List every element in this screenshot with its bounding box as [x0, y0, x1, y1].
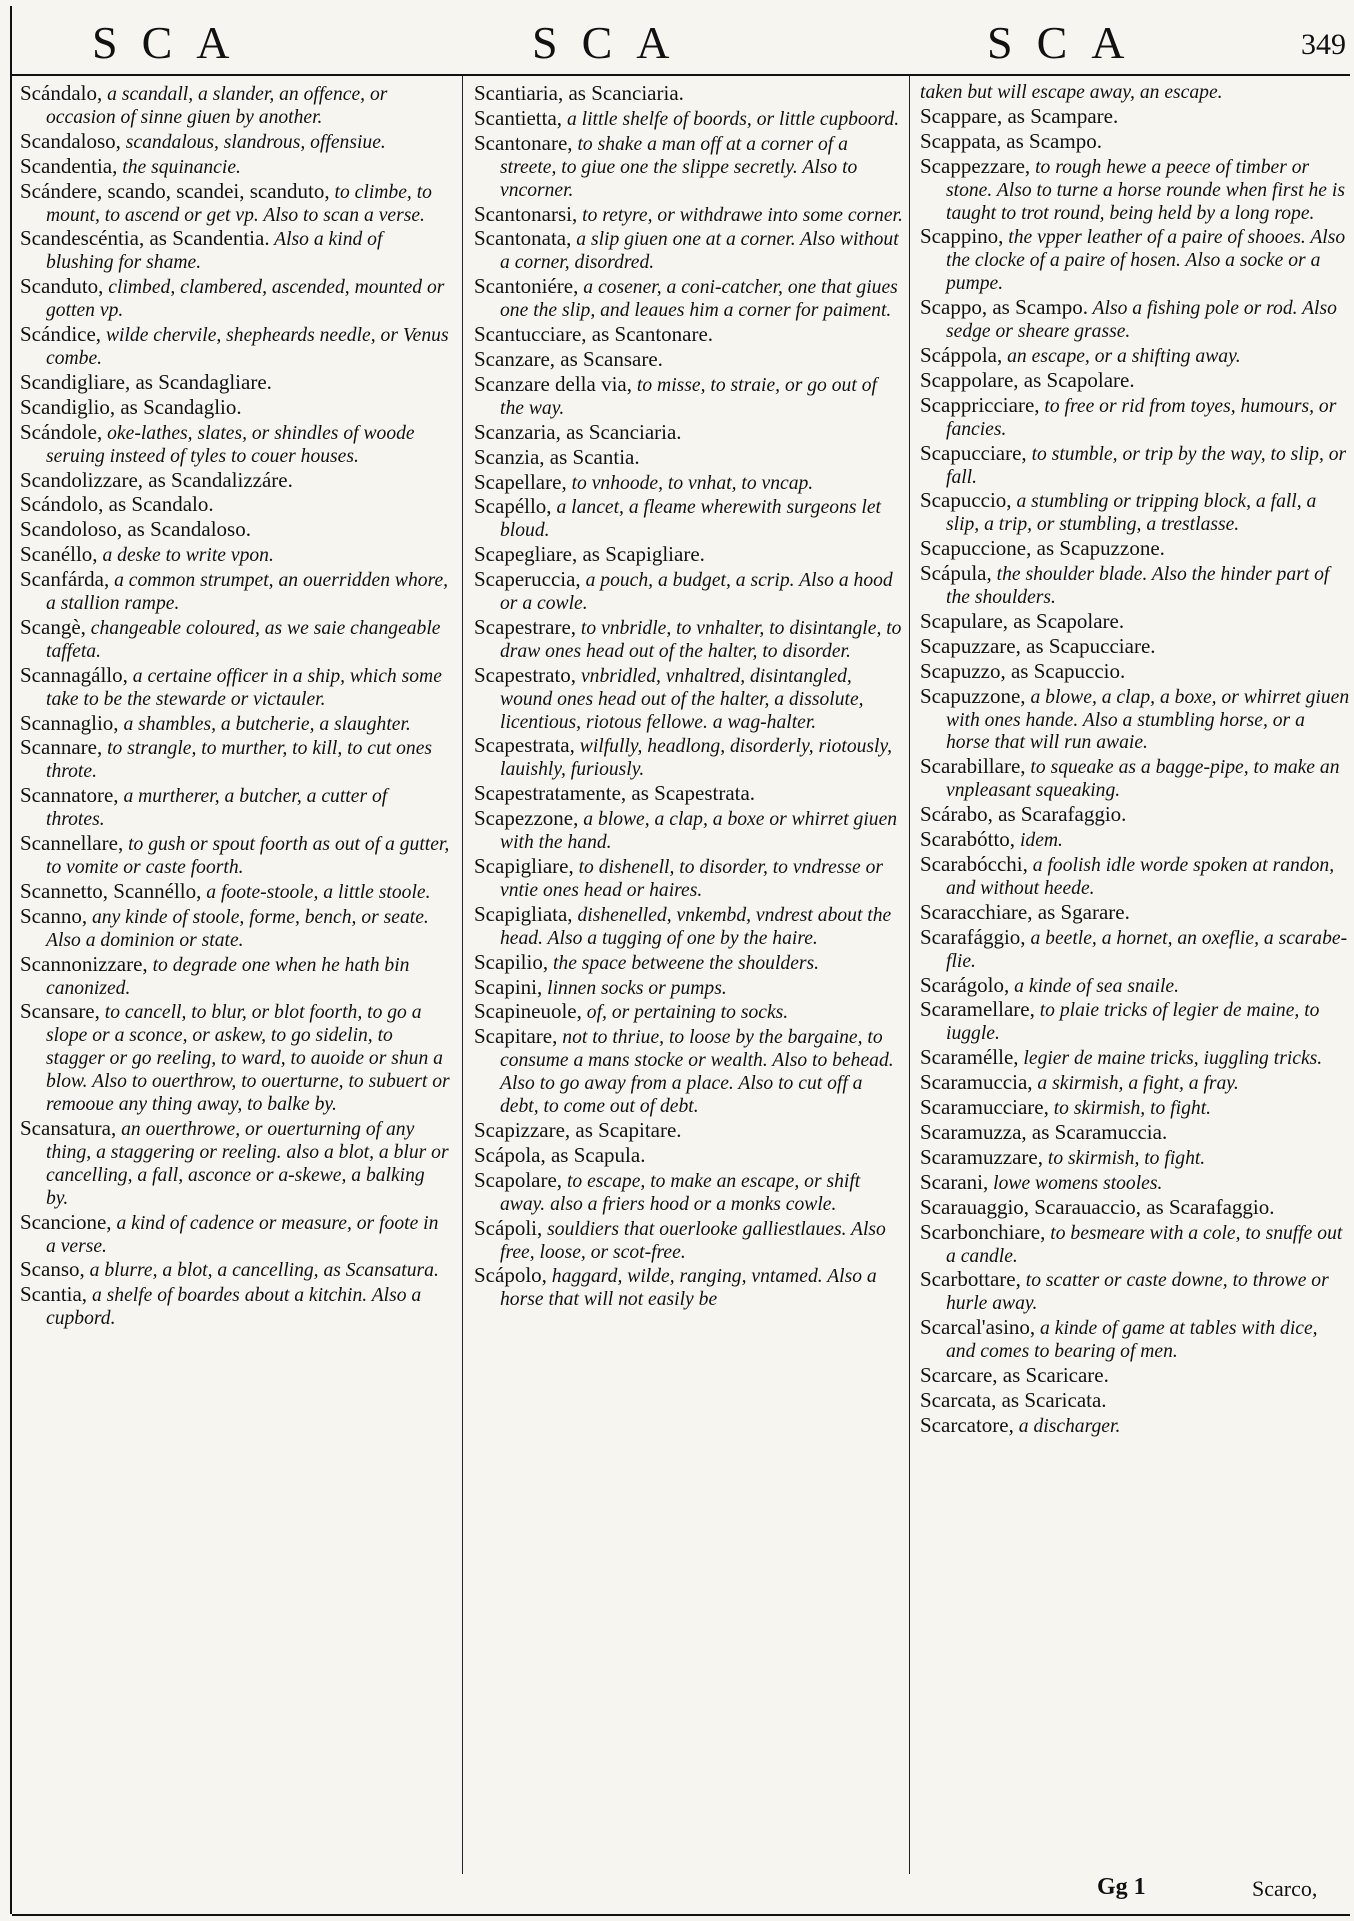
dictionary-entry	[20, 880, 450, 905]
dictionary-entry	[920, 974, 1350, 999]
definition: to retyre, or withdrawe into some corner.	[577, 204, 903, 226]
dictionary-entry	[20, 616, 450, 664]
dictionary-entry	[20, 1117, 450, 1211]
headword: Scanzaria, as Scanciaria.	[474, 419, 682, 444]
dictionary-entry	[920, 1071, 1350, 1096]
dictionary-entry	[920, 442, 1350, 490]
headword: Scanso,	[20, 1257, 85, 1282]
definition: to escape, to make an escape, or shift away. also a friers hood or a monks cowle.	[500, 1170, 861, 1215]
headword: Scantucciare, as Scantonare.	[474, 322, 714, 347]
headword: Scappezzare,	[920, 153, 1031, 178]
headword: Scapestrato,	[474, 662, 577, 687]
definition: the space betweene the shoulders.	[548, 952, 820, 974]
dictionary-entry	[474, 1264, 904, 1312]
headword: Scándolo, as Scandalo.	[20, 492, 214, 517]
dictionary-entry	[474, 734, 904, 782]
headword: Scappo, as Scampo.	[920, 295, 1088, 320]
definition: to gush or spout foorth as out of a gutter, to vomite or caste foorth.	[46, 834, 450, 878]
dictionary-entry	[474, 471, 904, 496]
dictionary-entry	[920, 998, 1350, 1046]
dictionary-entry	[920, 489, 1350, 537]
headword: Scapuccio,	[920, 488, 1012, 513]
definition: a skirmish, a fight, a fray.	[1032, 1073, 1239, 1095]
headword: Scantia,	[20, 1282, 88, 1307]
page-footer	[12, 1874, 1350, 1916]
dictionary-entry	[474, 616, 904, 664]
dictionary-entry	[474, 1025, 904, 1119]
headword: Scapolare,	[474, 1167, 563, 1192]
headword: Scarabillare,	[920, 754, 1026, 779]
definition: to plaie tricks of legier de maine, to iuggle.	[946, 1000, 1320, 1045]
headword: Scansatura,	[20, 1115, 117, 1140]
headword: Scápoli,	[474, 1215, 543, 1240]
headword: Scapineuole,	[474, 999, 582, 1024]
headword: Scanno,	[20, 903, 88, 928]
definition: a murtherer, a butcher, a cutter of throtes.	[46, 786, 388, 831]
definition: changeable coloured, as we saie changeable taffeta.	[46, 617, 441, 662]
dictionary-entry	[20, 396, 450, 421]
definition: of, or pertaining to socks.	[581, 1002, 789, 1024]
headword: Scarcal'asino,	[920, 1315, 1036, 1340]
headword: Scápula,	[920, 561, 992, 586]
definition: the vpper leather of a paire of shooes. Also the clocke of a paire of hosen. Also a socke or a pumpe.	[946, 227, 1346, 295]
dictionary-page	[10, 6, 1350, 1914]
headword: Scapezzone,	[474, 806, 579, 831]
definition: to skirmish, to fight.	[1048, 1098, 1212, 1120]
definition: to vnhoode, to vnhat, to vncap.	[566, 472, 814, 494]
headword: Scaramélle,	[920, 1045, 1019, 1070]
definition: dishenelled, vnkembd, vndrest about the head. Also a tugging of one by the haire.	[500, 904, 892, 949]
dictionary-entry	[920, 1221, 1350, 1269]
headword: Scáppola,	[920, 342, 1003, 367]
dictionary-entry	[474, 903, 904, 951]
definition: legier de maine tricks, iuggling tricks.	[1018, 1048, 1323, 1070]
dictionary-entry	[920, 803, 1350, 828]
dictionary-entry	[20, 568, 450, 616]
dictionary-entry	[474, 203, 904, 228]
dictionary-entry	[474, 1119, 904, 1144]
headword: Scapuzzone,	[920, 683, 1026, 708]
headword: Scápolo,	[474, 1263, 547, 1288]
header-word-left: SCA	[92, 17, 254, 68]
dictionary-entry	[20, 371, 450, 396]
headword: Scapuzzo, as Scapuccio.	[920, 658, 1126, 683]
headword: Scapuzzare, as Scapucciare.	[920, 633, 1156, 658]
definition: to degrade one when he hath bin canonized.	[46, 954, 410, 999]
dictionary-entry	[474, 373, 904, 421]
headword: Scappricciare,	[920, 392, 1040, 417]
definition: Also a fishing pole or rod. Also sedge or sheare grasse.	[946, 298, 1337, 343]
definition: scandalous, slandrous, offensiue.	[120, 131, 386, 153]
dictionary-entry	[474, 1000, 904, 1025]
headword: Scarbonchiare,	[920, 1219, 1046, 1244]
dictionary-entry	[474, 1169, 904, 1217]
definition: an escape, or a shifting away.	[1002, 345, 1241, 367]
headword: Scapulare, as Scapolare.	[920, 608, 1125, 633]
definition: a cosener, a coni-catcher, one that giues one the slip, and leaues him a corner for paiment.	[500, 277, 898, 322]
headword: Scannatore,	[20, 783, 119, 808]
dictionary-entry	[20, 736, 450, 784]
dictionary-entry	[474, 568, 904, 616]
definition: taken but will escape away, an escape.	[920, 82, 1223, 103]
dictionary-entry	[474, 855, 904, 903]
headword: Scancione,	[20, 1209, 112, 1234]
headword: Scandiglio, as Scandaglio.	[20, 394, 242, 419]
headword: Scápola, as Scapula.	[474, 1142, 646, 1167]
headword: Scaperuccia,	[474, 567, 581, 592]
dictionary-entry	[20, 82, 450, 130]
definition: to skirmish, to fight.	[1043, 1147, 1206, 1169]
dictionary-entry	[920, 755, 1350, 803]
dictionary-entry	[20, 905, 450, 953]
headword: Scannare,	[20, 735, 103, 760]
column-2	[474, 82, 904, 1312]
dictionary-entry	[920, 1389, 1350, 1414]
headword: Scapestratamente, as Scapestrata.	[474, 781, 756, 806]
definition: to stumble, or trip by the way, to slip, or fall.	[946, 443, 1347, 488]
dictionary-entry	[920, 1196, 1350, 1221]
definition: to vnbridle, to vnhalter, to disintangle, to draw ones head out of the halter, to disorder.	[500, 617, 902, 662]
definition: a blurre, a blot, a cancelling, as Scansatura.	[84, 1260, 439, 1282]
dictionary-entry	[20, 518, 450, 543]
headword: Scappino,	[920, 224, 1004, 249]
dictionary-entry	[474, 275, 904, 323]
headword: Scarbottare,	[920, 1267, 1021, 1292]
dictionary-entry	[474, 1217, 904, 1265]
dictionary-entry	[920, 105, 1350, 130]
headword: Scaramuzzare,	[920, 1144, 1043, 1169]
definition: a little shelfe of boords, or little cupboord.	[562, 108, 900, 130]
dictionary-entry	[920, 394, 1350, 442]
definition: linnen socks or pumps.	[542, 977, 727, 999]
definition: to free or rid from toyes, humours, or fancies.	[946, 395, 1337, 440]
dictionary-entry	[20, 130, 450, 155]
dictionary-entry	[20, 275, 450, 323]
definition: the shoulder blade. Also the hinder part of the shoulders.	[946, 564, 1330, 609]
definition: a discharger.	[1013, 1415, 1121, 1437]
definition: wilfully, headlong, disorderly, riotously, lauishly, furiously.	[500, 736, 893, 781]
definition: to besmeare with a cole, to snuffe out a candle.	[946, 1222, 1343, 1267]
definition: a common strumpet, an ouerridden whore, a stallion rampe.	[46, 570, 449, 615]
dictionary-entry	[920, 1364, 1350, 1389]
dictionary-entry	[920, 155, 1350, 226]
dictionary-entry	[920, 926, 1350, 974]
headword: Scapegliare, as Scapigliare.	[474, 542, 705, 567]
definition: a lancet, a fleame wherewith surgeons let bloud.	[500, 497, 881, 542]
headword: Scanzia, as Scantia.	[474, 444, 640, 469]
headword: Scapini,	[474, 974, 543, 999]
headword: Scantiaria, as Scanciaria.	[474, 81, 684, 105]
headword: Scandescéntia, as Scandentia.	[20, 226, 270, 251]
dictionary-entry	[20, 664, 450, 712]
headword: Scannonizzare,	[20, 951, 148, 976]
headword: Scansare,	[20, 999, 100, 1024]
header-word-right: SCA	[987, 17, 1149, 68]
dictionary-entry	[20, 1211, 450, 1259]
definition: idem.	[1015, 830, 1063, 852]
headword: Scanfárda,	[20, 567, 110, 592]
column-3	[920, 82, 1350, 1439]
definition: a blowe, a clap, a boxe, or whirret giuen with ones hande. Also a stumbling horse, or a horse that will run awaie.	[946, 686, 1350, 754]
headword: Scandentia,	[20, 153, 118, 178]
dictionary-entry	[920, 901, 1350, 926]
headword: Scannetto, Scannéllo,	[20, 878, 202, 903]
headword: Scaramuccia,	[920, 1070, 1033, 1095]
dictionary-entry	[20, 953, 450, 1001]
definition: a blowe, a clap, a boxe or whirret giuen with the hand.	[500, 809, 898, 854]
definition: wilde chervile, shepheards needle, or Venus combe.	[46, 325, 449, 369]
dictionary-entry	[20, 469, 450, 494]
definition: a scandall, a slander, an offence, or occasion of sinne giuen by another.	[46, 84, 388, 128]
headword: Scárabo, as Scarafaggio.	[920, 802, 1127, 827]
dictionary-entry	[474, 227, 904, 275]
headword: Scapéllo,	[474, 494, 552, 519]
headword: Scapuccione, as Scapuzzone.	[920, 536, 1165, 561]
headword: Scarafággio,	[920, 924, 1026, 949]
dictionary-entry	[20, 832, 450, 880]
headword: Scarauaggio, Scarauaccio, as Scarafaggio.	[920, 1194, 1275, 1219]
headword: Scandigliare, as Scandagliare.	[20, 369, 272, 394]
definition: a kinde of game at tables with dice, and comes to bearing of men.	[946, 1318, 1318, 1363]
headword: Scarcata, as Scaricata.	[920, 1387, 1107, 1412]
headword: Scapilio,	[474, 949, 549, 974]
headword: Scannellare,	[20, 831, 124, 856]
dictionary-entry	[474, 446, 904, 471]
dictionary-entry	[20, 1258, 450, 1283]
dictionary-entry	[920, 853, 1350, 901]
signature-mark: Gg 1	[1097, 1874, 1146, 1900]
headword: Scarabócchi,	[920, 852, 1028, 876]
definition: the squinancie.	[117, 156, 241, 178]
dictionary-entry	[920, 1096, 1350, 1121]
headword: Scapucciare,	[920, 440, 1027, 465]
headword: Scarcare, as Scaricare.	[920, 1363, 1109, 1388]
dictionary-entry	[920, 369, 1350, 394]
headword: Scantonata,	[474, 226, 572, 251]
dictionary-entry	[920, 685, 1350, 756]
headword: Scarani,	[920, 1169, 989, 1194]
header-word-middle: SCA	[532, 17, 694, 68]
headword: Scapigliata,	[474, 901, 573, 926]
dictionary-entry	[474, 664, 904, 735]
definition: haggard, wilde, ranging, vntamed. Also a horse that will not easily be	[500, 1266, 877, 1311]
definition: souldiers that ouerlooke galliestlaues. Also free, loose, or scot-free.	[500, 1218, 886, 1263]
dictionary-entry	[920, 610, 1350, 635]
definition: to shake a man off at a corner of a streete, to giue one the slippe secretly. Also to vncorner.	[500, 133, 858, 201]
dictionary-entry	[474, 807, 904, 855]
dictionary-entry	[920, 1414, 1350, 1439]
headword: Scarcatore,	[920, 1412, 1014, 1437]
definition: climbed, clambered, ascended, mounted or gotten vp.	[46, 277, 445, 322]
headword: Scapigliare,	[474, 854, 574, 878]
headword: Scandaloso,	[20, 128, 121, 153]
catchword: Scarco,	[1252, 1876, 1318, 1901]
dictionary-entry	[20, 421, 450, 469]
headword: Scapizzare, as Scapitare.	[474, 1117, 682, 1142]
headword: Scanduto,	[20, 274, 104, 299]
definition: a foolish idle worde spoken at randon, and without heede.	[946, 855, 1335, 899]
dictionary-entry	[20, 180, 450, 228]
dictionary-entry	[920, 660, 1350, 685]
dictionary-entry	[920, 225, 1350, 296]
dictionary-entry	[474, 132, 904, 203]
definition: lowe womens stooles.	[988, 1172, 1163, 1194]
running-header	[12, 6, 1350, 76]
headword: Scappata, as Scampo.	[920, 128, 1102, 153]
dictionary-entry	[20, 543, 450, 568]
dictionary-entry	[920, 562, 1350, 610]
headword: Scapestrare,	[474, 614, 577, 639]
column-rule	[462, 76, 463, 1874]
definition: Also a kind of blushing for shame.	[46, 229, 383, 274]
dictionary-entry	[920, 130, 1350, 155]
dictionary-entry	[920, 1046, 1350, 1071]
headword: Scandoloso, as Scandaloso.	[20, 517, 251, 542]
headword: Scantonare,	[474, 130, 573, 155]
headword: Scanéllo,	[20, 542, 98, 567]
definition: to cancell, to blur, or blot foorth, to go a slope or a sconce, or askew, to go sidelin, to stagger or go reeling, to ward, to auoide or shun a blow. Also to ouerthrow, to ouerturne, to subuert or remooue any thing away, to balke by.	[46, 1002, 450, 1116]
dictionary-entry	[474, 107, 904, 132]
definition: a foote-stoole, a little stoole.	[201, 881, 431, 903]
headword: Scaramuzza, as Scaramuccia.	[920, 1119, 1168, 1144]
headword: Scaracchiare, as Sgarare.	[920, 899, 1130, 924]
definition: a beetle, a hornet, an oxeflie, a scarabe-flie.	[946, 927, 1348, 972]
definition: a kind of cadence or measure, or foote in a verse.	[46, 1212, 439, 1257]
dictionary-entry	[920, 344, 1350, 369]
dictionary-entry	[920, 82, 1350, 105]
headword: Scarágolo,	[920, 972, 1010, 997]
definition: a certaine officer in a ship, which some take to be the stewarde or victauler.	[46, 665, 442, 710]
dictionary-entry	[474, 782, 904, 807]
definition: oke-lathes, slates, or shindles of woode seruing insteed of tyles to couer houses.	[46, 422, 415, 467]
dictionary-entry	[474, 543, 904, 568]
headword: Scannagállo,	[20, 662, 128, 687]
definition: not to thriue, to loose by the bargaine, to consume a mans stocke or wealth. Also to behead. Also to go away from a place. Also to cut off a debt, to come out of debt.	[500, 1027, 894, 1118]
headword: Scantonarsi,	[474, 201, 578, 226]
dictionary-entry	[20, 712, 450, 737]
headword: Scándice,	[20, 322, 102, 347]
page-number: 349	[1301, 28, 1346, 61]
headword: Scaramellare,	[920, 997, 1035, 1022]
definition: to strangle, to murther, to kill, to cut ones throte.	[46, 738, 433, 783]
dictionary-entry	[920, 828, 1350, 853]
dictionary-entry	[474, 82, 904, 107]
dictionary-entry	[474, 495, 904, 543]
dictionary-entry	[920, 1171, 1350, 1196]
column-rule	[909, 76, 910, 1874]
headword: Scantietta,	[474, 105, 563, 130]
dictionary-entry	[920, 635, 1350, 660]
definition: vnbridled, vnhaltred, disintangled, wound ones head out of the halter, a dissolute, licentious, riotous fellowe. a wag-halter.	[500, 665, 864, 733]
headword: Scapitare,	[474, 1024, 558, 1049]
definition: to scatter or caste downe, to throwe or hurle away.	[946, 1270, 1329, 1315]
dictionary-entry	[920, 1146, 1350, 1171]
dictionary-entry	[474, 323, 904, 348]
definition: to dishenell, to disorder, to vndresse or vntie ones head or haires.	[500, 857, 884, 901]
headword: Scangè,	[20, 614, 86, 639]
headword: Scappare, as Scampare.	[920, 103, 1119, 128]
dictionary-entry	[920, 1316, 1350, 1364]
definition: a stumbling or tripping block, a fall, a slip, a trip, or stumbling, a trestlasse.	[946, 491, 1317, 536]
definition: a slip giuen one at a corner. Also without a corner, disordred.	[500, 229, 899, 274]
definition: to climbe, to mount, to ascend or get vp. Also to scan a verse.	[46, 181, 432, 226]
dictionary-entry	[20, 1000, 450, 1117]
headword: Scappolare, as Scapolare.	[920, 367, 1135, 392]
dictionary-entry	[20, 493, 450, 518]
dictionary-entry	[20, 155, 450, 180]
headword: Scantoniére,	[474, 274, 579, 299]
definition: to misse, to straie, or go out of the way.	[500, 374, 877, 419]
dictionary-entry	[474, 951, 904, 976]
dictionary-entry	[20, 1283, 450, 1331]
headword: Scandolizzare, as Scandalizzáre.	[20, 467, 293, 492]
definition: a pouch, a budget, a scrip. Also a hood or a cowle.	[500, 570, 893, 615]
headword: Scanzare della via,	[474, 371, 632, 396]
headword: Scaramucciare,	[920, 1095, 1049, 1120]
column-1	[20, 82, 450, 1331]
headword: Scándalo,	[20, 81, 103, 105]
headword: Scándole,	[20, 419, 103, 444]
dictionary-entry	[474, 976, 904, 1001]
dictionary-entry	[920, 537, 1350, 562]
dictionary-entry	[474, 421, 904, 446]
dictionary-entry	[920, 1268, 1350, 1316]
headword: Scapellare,	[474, 469, 567, 494]
definition: a kinde of sea snaile.	[1009, 975, 1180, 997]
dictionary-entry	[474, 1144, 904, 1169]
headword: Scándere, scando, scandei, scanduto,	[20, 178, 330, 203]
definition: any kinde of stoole, forme, bench, or seate. Also a dominion or state.	[46, 906, 429, 951]
dictionary-entry	[20, 323, 450, 371]
definition: an ouerthrowe, or ouerturning of any thing, a staggering or reeling. also a blot, a blur or cancelling, a fall, asconce or a-skewe, a balking by.	[46, 1118, 449, 1209]
definition: to squeake as a bagge-pipe, to make an vnpleasant squeaking.	[946, 757, 1340, 802]
dictionary-entry	[20, 227, 450, 275]
headword: Scannaglio,	[20, 710, 119, 735]
headword: Scarabótto,	[920, 827, 1016, 852]
definition: a shelfe of boardes about a kitchin. Also a cupbord.	[46, 1285, 422, 1330]
dictionary-entry	[920, 1121, 1350, 1146]
dictionary-entry	[474, 348, 904, 373]
definition: a deske to write vpon.	[97, 545, 274, 567]
dictionary-entry	[20, 784, 450, 832]
headword: Scanzare, as Scansare.	[474, 346, 663, 371]
definition: a shambles, a butcherie, a slaughter.	[118, 713, 411, 735]
headword: Scapestrata,	[474, 733, 575, 758]
definition: to rough hewe a peece of timber or stone. Also to turne a horse rounde when first he is taught to trot round, being held by a long rope.	[946, 156, 1345, 224]
dictionary-entry	[920, 296, 1350, 344]
